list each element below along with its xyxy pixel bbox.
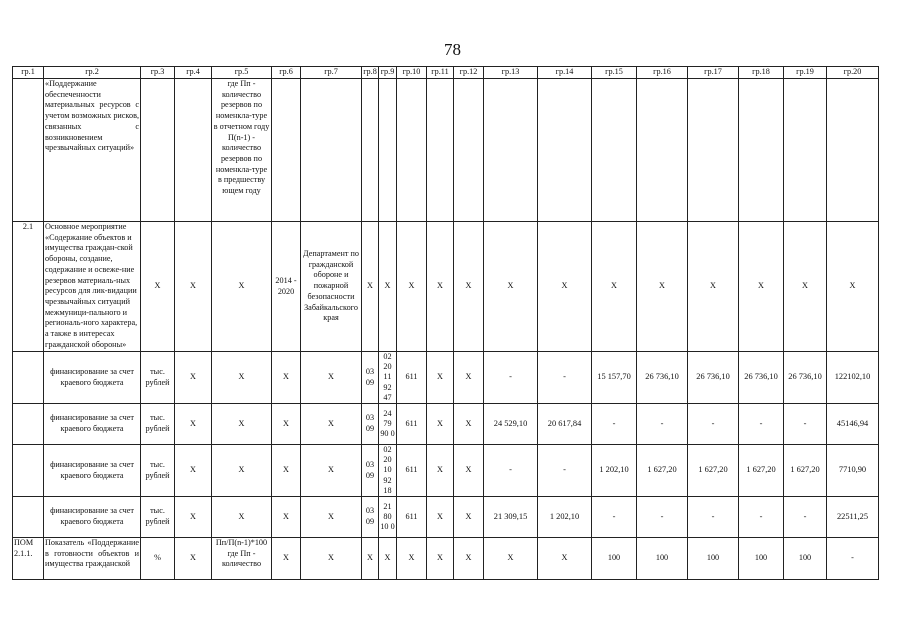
cell-g5: X bbox=[212, 352, 272, 404]
indicator-row bbox=[13, 538, 879, 580]
amount-2018: 26 736,10 bbox=[688, 352, 739, 404]
header-row bbox=[13, 67, 879, 79]
cell-g4: X bbox=[175, 404, 212, 445]
cell-g20: X bbox=[827, 222, 879, 352]
amount-2016: - bbox=[592, 404, 637, 445]
cell-g14: X bbox=[538, 538, 592, 580]
cell-g4: X bbox=[175, 352, 212, 404]
cell-g7: X bbox=[301, 404, 362, 445]
amount-2018: 1 627,20 bbox=[688, 445, 739, 497]
header-cell: гр.2 bbox=[44, 67, 141, 79]
amount-2017: 26 736,10 bbox=[637, 352, 688, 404]
cell-g13: X bbox=[484, 538, 538, 580]
financing-name: финансирование за счет краевого бюджета bbox=[44, 497, 141, 538]
financing-name: финансирование за счет краевого бюджета bbox=[44, 352, 141, 404]
cell-g5: X bbox=[212, 222, 272, 352]
cell-g7: X bbox=[301, 445, 362, 497]
amount-total: 22511,25 bbox=[827, 497, 879, 538]
cell-g9: X bbox=[379, 222, 397, 352]
header-cell: гр.13 bbox=[484, 67, 538, 79]
continuation-formula: где Пп - количество резервов по номенкла-туре в отчетном году П(n-1) - количество резервов по номенкла-туре в предшеству ющем году bbox=[212, 79, 272, 222]
value-total: - bbox=[827, 538, 879, 580]
cell-g12: X bbox=[454, 445, 484, 497]
financing-row bbox=[13, 404, 879, 445]
section-code: 03 09 bbox=[362, 352, 379, 404]
unit-cell: % bbox=[141, 538, 175, 580]
target-code: 02 20 10 92 18 bbox=[379, 445, 397, 497]
cell-g19: X bbox=[784, 222, 827, 352]
cell-g7: X bbox=[301, 352, 362, 404]
cell-g6: X bbox=[272, 404, 301, 445]
expense-type: 611 bbox=[397, 497, 427, 538]
unit-cell: тыс. рублей bbox=[141, 445, 175, 497]
financing-name: финансирование за счет краевого бюджета bbox=[44, 404, 141, 445]
cell-g12: X bbox=[454, 352, 484, 404]
expense-type: 611 bbox=[397, 445, 427, 497]
cell-g11: X bbox=[427, 497, 454, 538]
amount-total: 45146,94 bbox=[827, 404, 879, 445]
value-2018: 100 bbox=[688, 538, 739, 580]
header-cell: гр.8 bbox=[362, 67, 379, 79]
header-cell: гр.16 bbox=[637, 67, 688, 79]
executor-cell: Департамент по гражданской обороне и пожарной безопасности Забайкальского края bbox=[301, 222, 362, 352]
amount-2015: - bbox=[538, 445, 592, 497]
cell-g14: X bbox=[538, 222, 592, 352]
header-cell: гр.12 bbox=[454, 67, 484, 79]
header-cell: гр.17 bbox=[688, 67, 739, 79]
cell-g6: X bbox=[272, 538, 301, 580]
cell-g12: X bbox=[454, 404, 484, 445]
header-cell: гр.18 bbox=[739, 67, 784, 79]
target-code: 21 80 10 0 bbox=[379, 497, 397, 538]
cell-g17: X bbox=[688, 222, 739, 352]
cell-g8: X bbox=[362, 538, 379, 580]
cell-g5: X bbox=[212, 404, 272, 445]
page-number: 78 bbox=[444, 40, 461, 59]
cell-g7: X bbox=[301, 538, 362, 580]
amount-2015: 1 202,10 bbox=[538, 497, 592, 538]
financing-row bbox=[13, 352, 879, 404]
amount-2016: 1 202,10 bbox=[592, 445, 637, 497]
amount-2017: 1 627,20 bbox=[637, 445, 688, 497]
expense-type: 611 bbox=[397, 404, 427, 445]
cell-g12: X bbox=[454, 538, 484, 580]
section-code: 03 09 bbox=[362, 497, 379, 538]
amount-2020: 26 736,10 bbox=[784, 352, 827, 404]
cell-g11: X bbox=[427, 352, 454, 404]
header-cell: гр.7 bbox=[301, 67, 362, 79]
cell-g9: X bbox=[379, 538, 397, 580]
cell-g6: X bbox=[272, 352, 301, 404]
unit-cell: тыс. рублей bbox=[141, 352, 175, 404]
amount-2019: - bbox=[739, 497, 784, 538]
amount-2020: - bbox=[784, 404, 827, 445]
cell-g5: X bbox=[212, 445, 272, 497]
cell-g18: X bbox=[739, 222, 784, 352]
amount-total: 122102,10 bbox=[827, 352, 879, 404]
header-cell: гр.14 bbox=[538, 67, 592, 79]
amount-2014: 24 529,10 bbox=[484, 404, 538, 445]
target-code: 02 20 11 92 47 bbox=[379, 352, 397, 404]
header-cell: гр.4 bbox=[175, 67, 212, 79]
header-cell: гр.15 bbox=[592, 67, 637, 79]
cell-g11: X bbox=[427, 404, 454, 445]
cell-g16: X bbox=[637, 222, 688, 352]
amount-2020: 1 627,20 bbox=[784, 445, 827, 497]
header-cell: гр.3 bbox=[141, 67, 175, 79]
cell-g10: X bbox=[397, 222, 427, 352]
value-2020: 100 bbox=[784, 538, 827, 580]
cell-g4: X bbox=[175, 497, 212, 538]
amount-2015: - bbox=[538, 352, 592, 404]
amount-2017: - bbox=[637, 404, 688, 445]
row-number: 2.1 bbox=[13, 222, 44, 352]
main-activity-row bbox=[13, 222, 879, 352]
expense-type: 611 bbox=[397, 352, 427, 404]
value-2016: 100 bbox=[592, 538, 637, 580]
cell-g4: X bbox=[175, 445, 212, 497]
cell-g10: X bbox=[397, 538, 427, 580]
cell-g13: X bbox=[484, 222, 538, 352]
indicator-formula: Пп/П(n-1)*100 где Пп - количество bbox=[212, 538, 272, 580]
header-cell: гр.19 bbox=[784, 67, 827, 79]
period-cell: 2014 - 2020 bbox=[272, 222, 301, 352]
amount-2018: - bbox=[688, 497, 739, 538]
value-2017: 100 bbox=[637, 538, 688, 580]
amount-2020: - bbox=[784, 497, 827, 538]
amount-total: 7710,90 bbox=[827, 445, 879, 497]
unit-cell: тыс. рублей bbox=[141, 404, 175, 445]
section-code: 03 09 bbox=[362, 404, 379, 445]
cell-g15: X bbox=[592, 222, 637, 352]
section-code: 03 09 bbox=[362, 445, 379, 497]
cell-g7: X bbox=[301, 497, 362, 538]
header-cell: гр.10 bbox=[397, 67, 427, 79]
cell-g12: X bbox=[454, 497, 484, 538]
cell-g3: X bbox=[141, 222, 175, 352]
amount-2016: 15 157,70 bbox=[592, 352, 637, 404]
cell-g11: X bbox=[427, 222, 454, 352]
amount-2016: - bbox=[592, 497, 637, 538]
header-cell: гр.6 bbox=[272, 67, 301, 79]
continuation-row bbox=[13, 79, 879, 222]
amount-2019: - bbox=[739, 404, 784, 445]
continuation-name: «Поддержание обеспеченности материальных ресурсов с учетом возможных рисков, связанных с возникновением чрезвычайных ситуаций» bbox=[44, 79, 141, 222]
indicator-number: ПОМ 2.1.1. bbox=[13, 538, 44, 580]
header-cell: гр.11 bbox=[427, 67, 454, 79]
header-cell: гр.1 bbox=[13, 67, 44, 79]
header-cell: гр.9 bbox=[379, 67, 397, 79]
financing-name: финансирование за счет краевого бюджета bbox=[44, 445, 141, 497]
amount-2014: 21 309,15 bbox=[484, 497, 538, 538]
financing-row bbox=[13, 497, 879, 538]
indicator-name: Показатель «Поддержание в готовности объектов и имущества гражданской bbox=[44, 538, 141, 580]
value-2019: 100 bbox=[739, 538, 784, 580]
header-cell: гр.20 bbox=[827, 67, 879, 79]
amount-2017: - bbox=[637, 497, 688, 538]
activity-name: Основное мероприятие «Содержание объектов и имущества граждан-ской обороны, создание, содержание и освеже-ние резервов материаль-ных ресурсов для лик-видации чрезвычайных ситуаций межмуници-пального и региональ-ного характера, а также в интересах гражданской обороны» bbox=[44, 222, 141, 352]
cell-g12: X bbox=[454, 222, 484, 352]
cell-g11: X bbox=[427, 538, 454, 580]
amount-2014: - bbox=[484, 445, 538, 497]
header-cell: гр.5 bbox=[212, 67, 272, 79]
amount-2019: 26 736,10 bbox=[739, 352, 784, 404]
amount-2019: 1 627,20 bbox=[739, 445, 784, 497]
financing-row bbox=[13, 445, 879, 497]
amount-2018: - bbox=[688, 404, 739, 445]
unit-cell: тыс. рублей bbox=[141, 497, 175, 538]
cell-g6: X bbox=[272, 497, 301, 538]
amount-2015: 20 617,84 bbox=[538, 404, 592, 445]
cell-g11: X bbox=[427, 445, 454, 497]
cell-g6: X bbox=[272, 445, 301, 497]
amount-2014: - bbox=[484, 352, 538, 404]
program-table bbox=[12, 66, 879, 580]
cell-g4: X bbox=[175, 538, 212, 580]
target-code: 24 79 90 0 bbox=[379, 404, 397, 445]
cell-g4: X bbox=[175, 222, 212, 352]
cell-g8: X bbox=[362, 222, 379, 352]
cell-g5: X bbox=[212, 497, 272, 538]
